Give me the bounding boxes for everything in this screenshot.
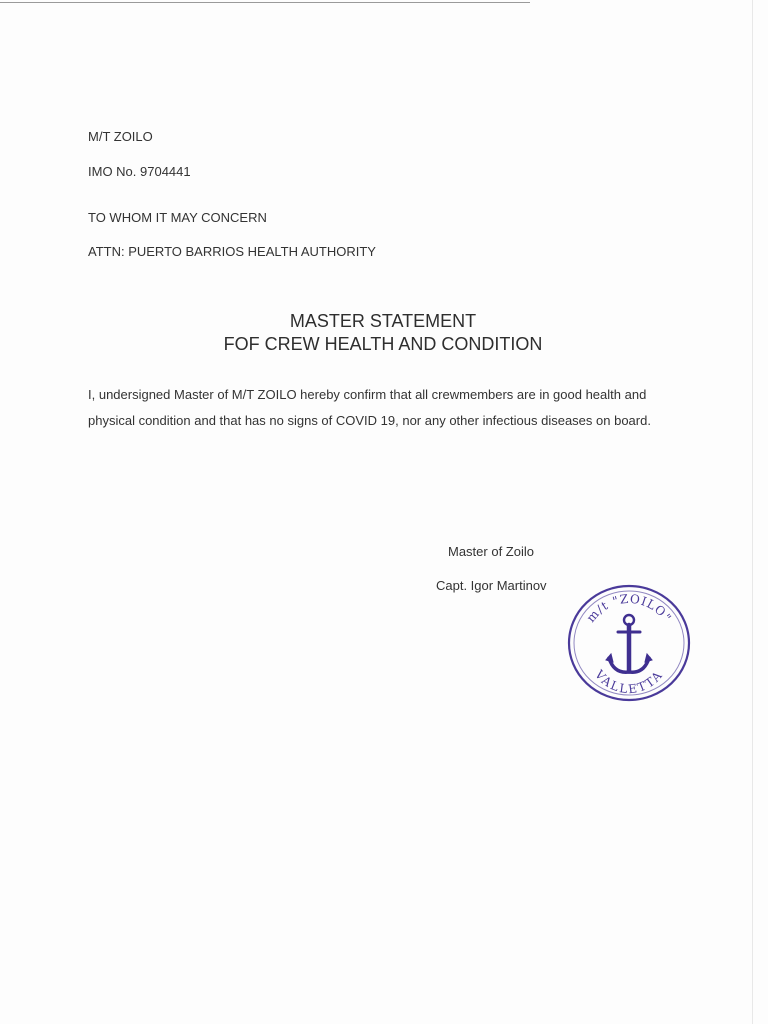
title-line-2: FOF CREW HEALTH AND CONDITION xyxy=(223,334,543,354)
imo-number: IMO No. 9704441 xyxy=(88,164,191,179)
signature-role: Master of Zoilo xyxy=(448,544,534,559)
page-edge xyxy=(752,0,753,1024)
stamp-bottom-text: VALLETTA xyxy=(592,667,666,697)
top-rule xyxy=(0,2,530,3)
anchor-icon xyxy=(606,615,652,672)
signature-name: Capt. Igor Martinov xyxy=(436,578,547,593)
recipient-line: TO WHOM IT MAY CONCERN xyxy=(88,210,267,225)
vessel-name: M/T ZOILO xyxy=(88,129,153,144)
ship-stamp xyxy=(566,582,692,704)
stamp-top-text: m/t "ZOILO" xyxy=(583,591,675,625)
attention-line: ATTN: PUERTO BARRIOS HEALTH AUTHORITY xyxy=(88,244,376,259)
title-line-1: MASTER STATEMENT xyxy=(289,311,477,331)
statement-paragraph: I, undersigned Master of M/T ZOILO hereby confirm that all crewmembers are in good health and physical condition and that has no signs of COVID 19, nor any other infectious diseases on board. xyxy=(88,387,651,428)
